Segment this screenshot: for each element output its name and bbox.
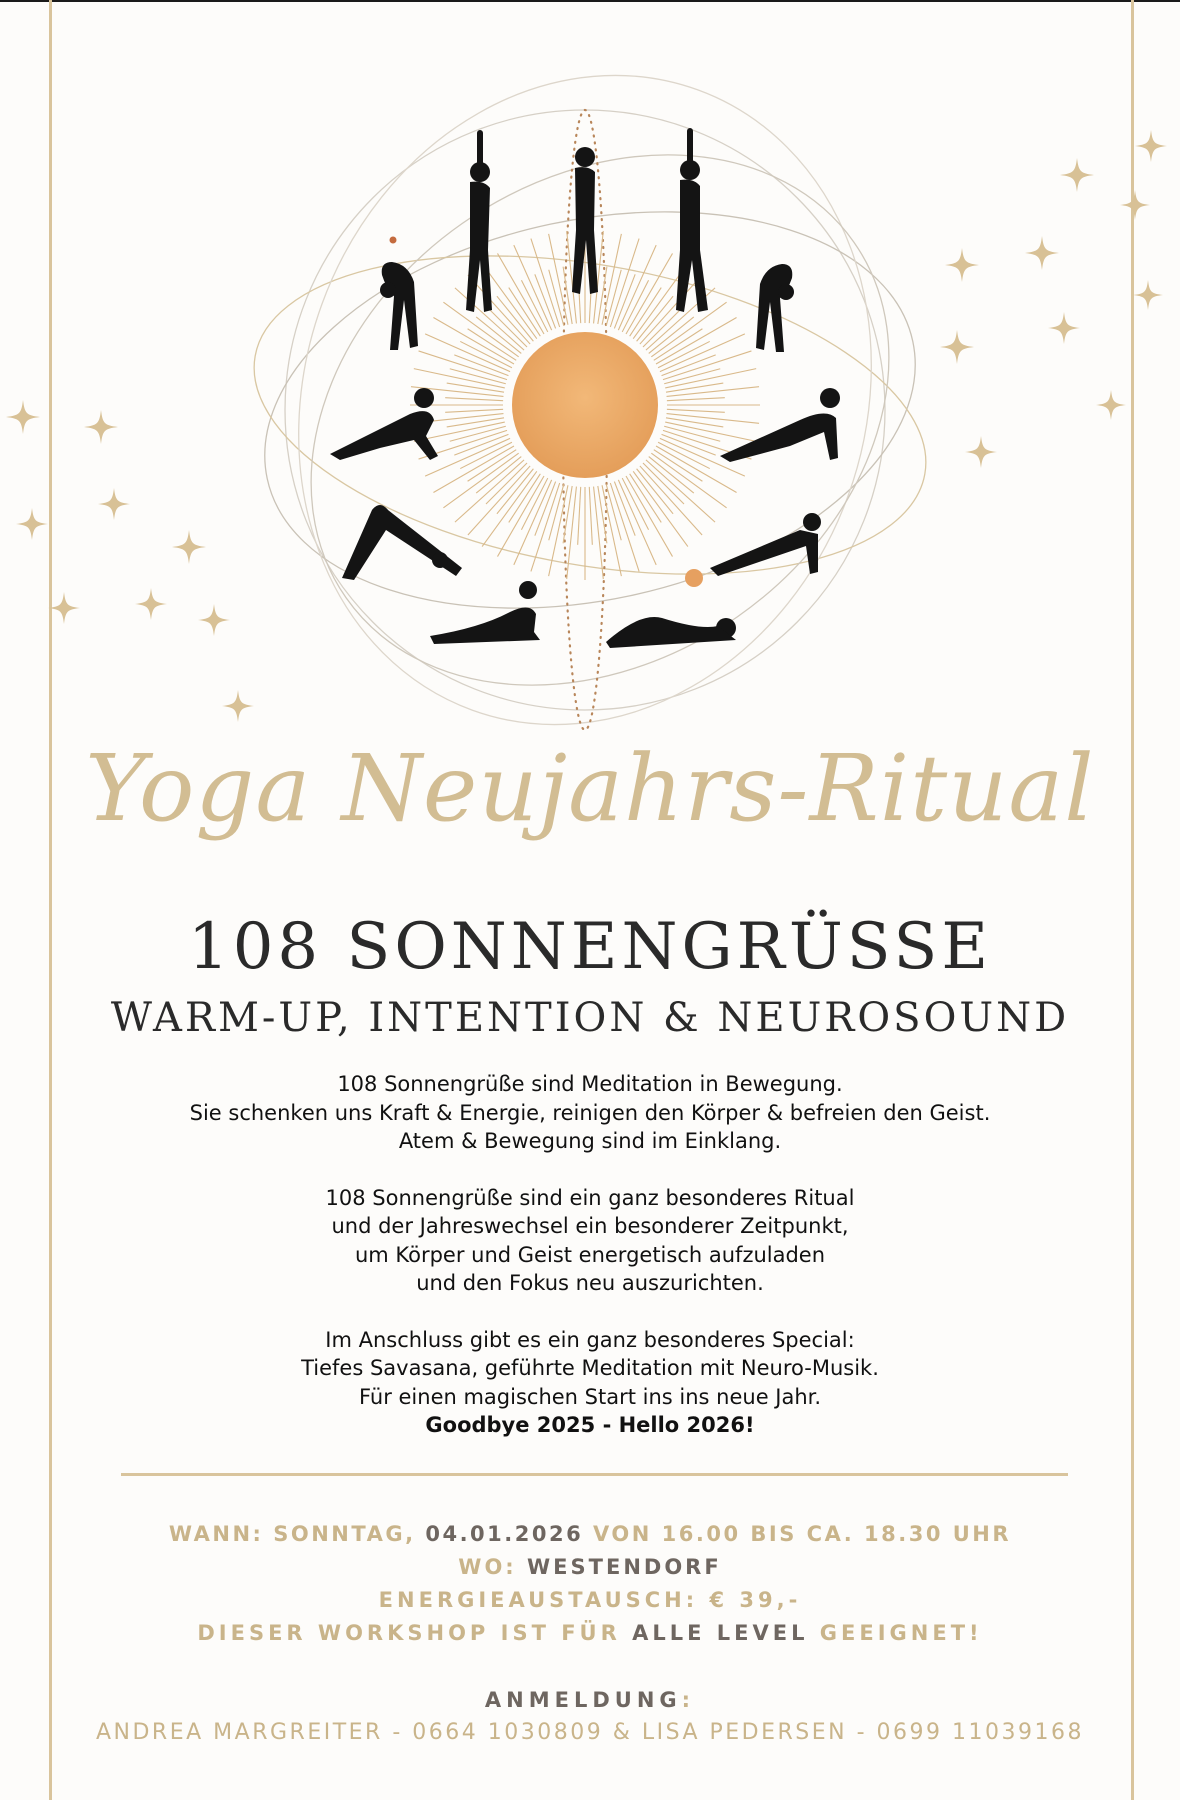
- paragraph-2: [60, 1184, 1120, 1298]
- sun-ray: [514, 480, 552, 565]
- sparkle-star-icon: [945, 248, 979, 282]
- sparkle-star-icon: [222, 690, 254, 722]
- sparkle-star-icon: [1135, 130, 1167, 162]
- script-title: Yoga Neujahrs-Ritual: [85, 735, 1095, 842]
- text-line: und den Fokus neu auszurichten.: [416, 1271, 764, 1295]
- sun-ray: [610, 239, 639, 327]
- sparkle-star-icon: [1060, 158, 1094, 192]
- subheadline: WARM-UP, INTENTION & NEUROSOUND: [110, 995, 1070, 1041]
- sun-ray: [589, 487, 592, 545]
- text-line: um Körper und Geist energetisch aufzuladen: [354, 1242, 826, 1267]
- sparkle-star-icon: [98, 488, 130, 520]
- sun-ray: [563, 486, 572, 543]
- yoga-figure-icon: [720, 388, 840, 462]
- signup-contacts: ANDREA MARGREITER - 0664 1030809 & LISA PEDERSEN - 0699 11039168: [95, 1720, 1085, 1745]
- sun-ray: [618, 480, 656, 565]
- level-suffix: GEEIGNET!: [819, 1621, 983, 1645]
- divider: [121, 1473, 1068, 1476]
- goodbye-hello-line: Goodbye 2025 - Hello 2026!: [425, 1413, 755, 1437]
- sun-ray: [658, 442, 710, 468]
- text-line: und der Jahreswechsel ein besonderer Zeitpunkt,: [331, 1214, 849, 1238]
- sun-ray: [610, 483, 639, 571]
- sun-ray: [622, 478, 648, 530]
- sun-ray: [531, 483, 560, 571]
- sparkle-star-icon: [135, 588, 167, 620]
- sparkle-star-icon: [48, 592, 80, 624]
- sun-ray: [658, 341, 710, 367]
- paragraph-3: [60, 1326, 1120, 1440]
- where-label: WO:: [458, 1555, 517, 1579]
- yoga-figure-icon: [710, 513, 821, 576]
- when-time-prefix: VON: [593, 1522, 652, 1546]
- sun-ray: [468, 275, 530, 344]
- text-line: Atem & Bewegung sind im Einklang.: [398, 1129, 782, 1153]
- sun-ray: [598, 486, 607, 543]
- sparkle-star-icon: [16, 508, 48, 540]
- sun-ray: [460, 442, 512, 468]
- text-line: Im Anschluss gibt es ein ganz besonderes Special:: [325, 1327, 855, 1352]
- sun-ray: [666, 418, 723, 427]
- sun-ray: [578, 487, 581, 545]
- sun-ray: [667, 387, 759, 397]
- yoga-figure-icon: [756, 264, 794, 352]
- sun-ray: [425, 438, 510, 476]
- headline: 108 SONNENGRÜSSE: [187, 910, 993, 984]
- event-date: 04.01.2026: [425, 1522, 584, 1546]
- sun-ray: [425, 334, 510, 372]
- sparkle-star-icon: [1025, 236, 1059, 270]
- sparkle-star-icon: [1096, 390, 1126, 420]
- sparkle-star-icon: [1048, 312, 1080, 344]
- sun-ray: [640, 466, 702, 535]
- text-line: 108 Sonnengrüße sind Meditation in Bewegung.: [337, 1072, 843, 1096]
- sparkle-star-icon: [198, 604, 230, 636]
- sun-ray: [455, 460, 524, 522]
- description-text: [60, 1070, 1120, 1468]
- sun-ray: [594, 487, 604, 579]
- text-line: Tiefes Savasana, geführte Meditation mit Neuro-Musik.: [301, 1356, 879, 1380]
- sun-ray: [622, 280, 648, 332]
- sun-ray: [618, 245, 656, 330]
- yoga-figure-icon: [606, 617, 736, 648]
- event-level: [60, 1621, 1120, 1645]
- sparkle-star-icon: [965, 436, 997, 468]
- sun-ray: [521, 478, 547, 530]
- yoga-figure-icon: [466, 130, 492, 312]
- event-when: [60, 1522, 1120, 1546]
- yoga-figure-icon: [430, 581, 540, 644]
- sparkle-star-icon: [940, 330, 974, 364]
- yoga-figure-icon: [330, 388, 438, 460]
- sun-ray: [447, 418, 504, 427]
- yoga-figure-icon: [380, 262, 418, 350]
- sun-ray: [666, 383, 723, 392]
- sparkle-star-icon: [1120, 190, 1150, 220]
- where-value: WESTENDORF: [527, 1555, 722, 1579]
- yoga-figure-icon: [342, 505, 462, 580]
- level-value: ALLE LEVEL: [632, 1621, 809, 1645]
- sun-icon: [512, 332, 658, 478]
- planet-dot-small: [390, 237, 397, 244]
- sun-ray: [660, 334, 745, 372]
- event-end-time: 18.30 UHR: [864, 1522, 1012, 1546]
- sun-ray: [667, 398, 725, 401]
- sun-ray: [460, 341, 512, 367]
- event-start-time: 16.00: [661, 1522, 741, 1546]
- level-prefix: DIESER WORKSHOP IST FÜR: [197, 1621, 621, 1645]
- event-price: ENERGIEAUSTAUSCH: € 39,-: [378, 1588, 802, 1612]
- paragraph-1: [60, 1070, 1120, 1156]
- sun-ray: [667, 414, 759, 424]
- planet-dot: [685, 569, 703, 587]
- event-where: [60, 1555, 1120, 1579]
- when-time-mid: BIS CA.: [750, 1522, 855, 1546]
- signup-colon: :: [681, 1688, 696, 1712]
- sun-ray: [531, 239, 560, 327]
- text-line: Für einen magischen Start ins ins neue Jahr.: [358, 1384, 822, 1409]
- text-line: Sie schenken uns Kraft & Energie, reinigen den Körper & befreien den Geist.: [189, 1100, 991, 1125]
- signup-label: ANMELDUNG: [484, 1688, 682, 1712]
- sparkle-star-icon: [1133, 280, 1163, 310]
- sun-ray: [640, 275, 702, 344]
- text-line: 108 Sonnengrüße sind ein ganz besonderes Ritual: [325, 1185, 855, 1210]
- sun-ray: [521, 280, 547, 332]
- sparkle-star-icon: [6, 400, 40, 434]
- sun-ray: [445, 409, 503, 412]
- sun-ray: [447, 383, 504, 392]
- sun-ray: [646, 460, 715, 522]
- sun-ray: [663, 351, 751, 380]
- sparkle-star-icon: [84, 410, 118, 444]
- sun-ray: [667, 409, 725, 412]
- signup-heading: [60, 1688, 1120, 1712]
- when-label: WANN: SONNTAG,: [168, 1522, 416, 1546]
- sparkle-star-icon: [172, 530, 206, 564]
- sun-ray: [468, 466, 530, 535]
- sun-ray: [445, 398, 503, 401]
- sun-ray: [419, 351, 507, 380]
